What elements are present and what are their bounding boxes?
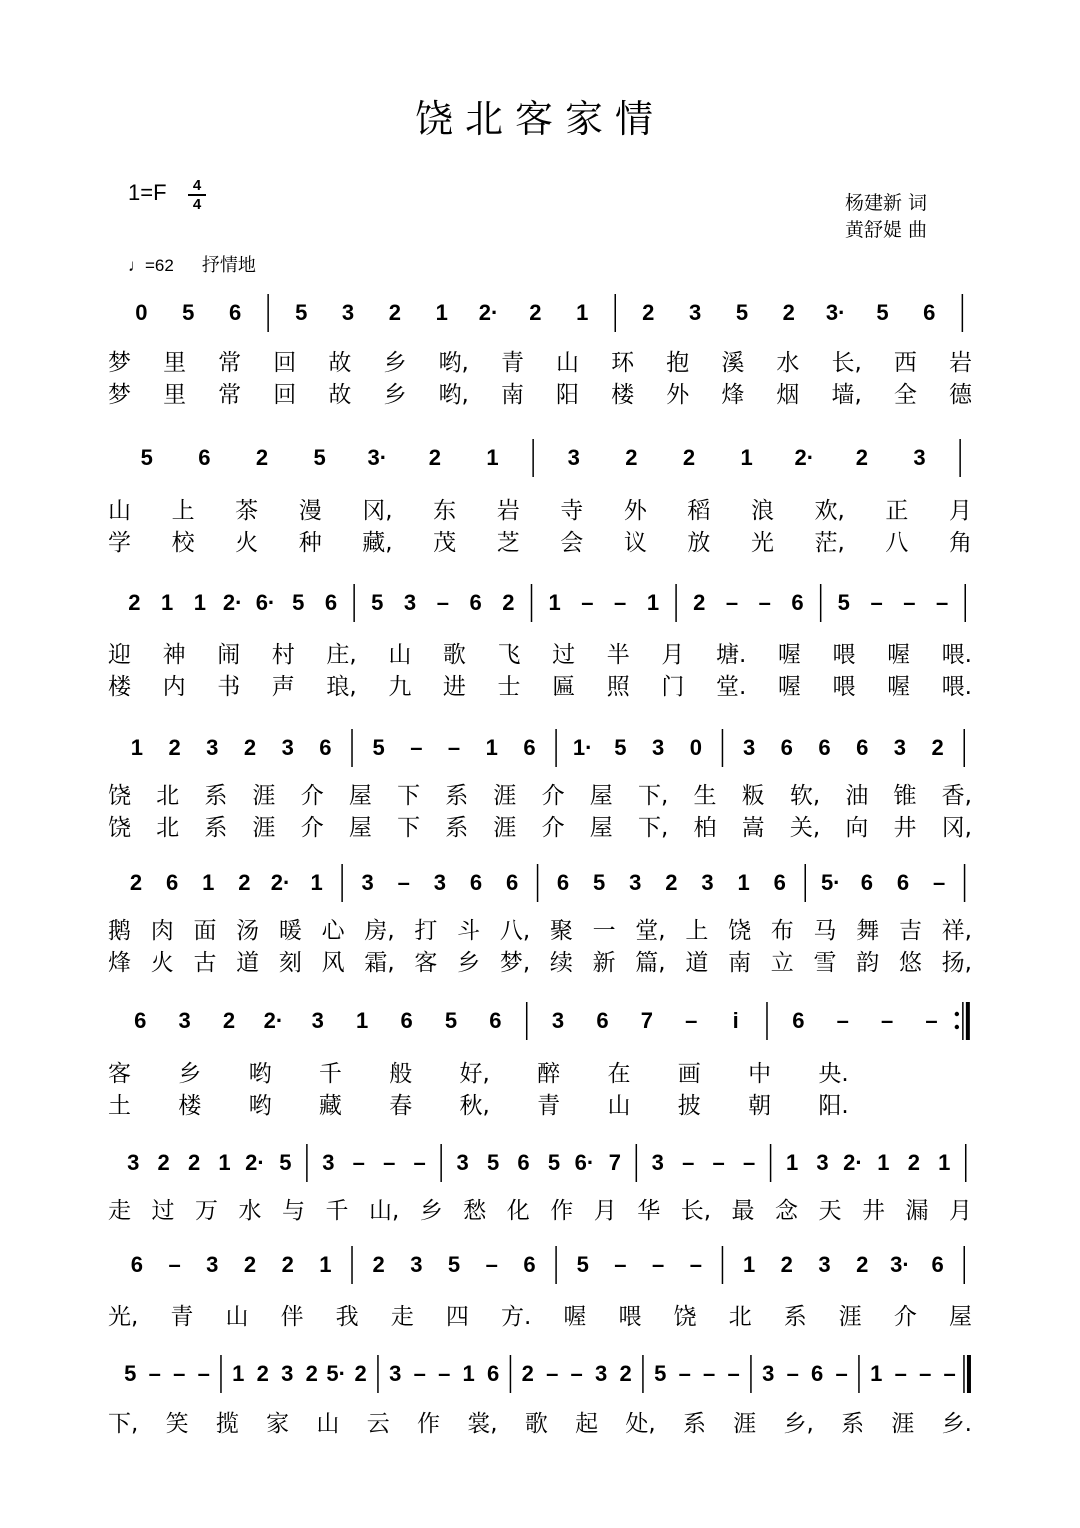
note: 2 xyxy=(388,300,401,325)
dash-extension: – xyxy=(870,590,883,615)
note: 6 xyxy=(780,735,793,760)
notation-line xyxy=(0,437,1080,483)
dash-extension: – xyxy=(742,1150,756,1175)
note: 5 xyxy=(372,735,385,760)
dash-extension: – xyxy=(894,1361,907,1386)
dash-extension: – xyxy=(786,1361,799,1386)
note: 6 xyxy=(319,735,332,760)
note: 3 xyxy=(389,1361,402,1386)
note: 3 xyxy=(689,300,702,325)
notation-line xyxy=(0,582,1080,628)
dash-extension: – xyxy=(413,1361,426,1386)
dash-extension: – xyxy=(168,1252,181,1277)
dash-extension: – xyxy=(919,1361,932,1386)
note: 1 xyxy=(576,300,589,325)
note: 2 xyxy=(907,1150,920,1175)
note: 1 xyxy=(548,590,561,615)
note: 1 xyxy=(435,300,448,325)
note: 2· xyxy=(245,1150,265,1175)
note: 2 xyxy=(619,1361,632,1386)
staff-system xyxy=(0,1244,1080,1290)
note: 2 xyxy=(782,300,795,325)
note: 1 xyxy=(737,870,750,895)
note: 1 xyxy=(462,1361,475,1386)
lyric-line: 烽 火 古 道 刻 风 霜, 客 乡 梦, 续 新 篇, 道 南 立 雪 韵 悠 扬, xyxy=(108,950,972,976)
time-signature-top: 4 xyxy=(192,177,202,194)
note: 6 xyxy=(923,300,936,325)
note: 2· xyxy=(222,590,243,615)
note: 1 xyxy=(319,1252,332,1277)
note: 1· xyxy=(572,735,593,760)
dash-extension: – xyxy=(546,1361,559,1386)
note: 2 xyxy=(780,1252,793,1277)
lyric-line: 走 过 万 水 与 千 山, 乡 愁 化 作 月 华 长, 最 念 天 井 漏 月 xyxy=(108,1198,972,1224)
note: 3 xyxy=(818,1252,831,1277)
note: 5 xyxy=(735,300,749,325)
note: 3· xyxy=(367,445,388,470)
staff-system xyxy=(0,292,1080,338)
note: 2 xyxy=(243,1252,257,1277)
note: 3 xyxy=(178,1008,191,1033)
notation-line xyxy=(0,292,1080,338)
note: 3 xyxy=(433,870,446,895)
lyric-line: 光, 青 山 伴 我 走 四 方. 喔 喂 饶 北 系 涯 介 屋 xyxy=(108,1304,972,1330)
note: 1 xyxy=(877,1150,890,1175)
note: 3 xyxy=(762,1361,775,1386)
note: 6 xyxy=(856,735,869,760)
note: 7 xyxy=(640,1008,653,1033)
note: 1 xyxy=(485,735,498,760)
song-title: 饶北客家情 xyxy=(414,97,665,141)
lyricist-credit: 杨建新 词 xyxy=(845,192,928,214)
expression-marking: 抒情地 xyxy=(201,255,256,276)
note: 6 xyxy=(166,870,179,895)
lyric-line: 饶 北 系 涯 介 屋 下 系 涯 介 屋 下, 柏 嵩 关, 向 井 冈, xyxy=(108,815,972,841)
note: 5 xyxy=(576,1252,589,1277)
note: 3 xyxy=(551,1008,565,1033)
note: 3 xyxy=(206,735,219,760)
note: 6 xyxy=(818,735,831,760)
staff-system xyxy=(0,582,1080,628)
note: 2 xyxy=(128,590,141,615)
note: 6 xyxy=(134,1008,147,1033)
dash-extension: – xyxy=(703,1361,716,1386)
staff-system xyxy=(0,727,1080,773)
notation-line xyxy=(0,727,1080,773)
note: 2 xyxy=(931,735,944,760)
note: 3 xyxy=(281,1361,294,1386)
lyric-line: 下, 笑 揽 家 山 云 作 裳, 歌 起 处, 系 涯 乡, 系 涯 乡. xyxy=(108,1411,972,1437)
tempo-value: ♩=62 xyxy=(128,256,174,275)
lyric-line: 土 楼 哟 藏 春 秋, 青 山 披 朝 阳. xyxy=(108,1093,849,1119)
note: 5 xyxy=(654,1361,667,1386)
dash-extension: – xyxy=(581,590,594,615)
lyric-line: 学 校 火 种 藏, 茂 芝 会 议 放 光 茫, 八 角 xyxy=(108,530,972,556)
composer-credit: 黄舒媞 曲 xyxy=(845,219,928,241)
time-signature-bottom: 4 xyxy=(192,196,202,213)
note: 6 xyxy=(487,1361,500,1386)
dash-extension: – xyxy=(485,1252,498,1277)
note: 6 xyxy=(198,445,211,470)
dash-extension: – xyxy=(685,1008,698,1033)
note: 3 xyxy=(341,300,355,325)
note: 6 xyxy=(523,1252,536,1277)
note: 5 xyxy=(486,1150,500,1175)
note: 2 xyxy=(129,870,143,895)
note: 6 xyxy=(596,1008,609,1033)
note: 3 xyxy=(742,735,756,760)
note: 3 xyxy=(456,1150,469,1175)
lyric-line: 客 乡 哟 千 般 好, 醉 在 画 中 央. xyxy=(108,1061,849,1087)
note: i xyxy=(732,1008,739,1033)
note: 1 xyxy=(202,870,215,895)
note: 2 xyxy=(281,1252,294,1277)
note: 5 xyxy=(140,445,153,470)
dash-extension: – xyxy=(438,1361,451,1386)
note: 2 xyxy=(855,445,868,470)
dash-extension: – xyxy=(678,1361,691,1386)
note: 3 xyxy=(893,735,907,760)
note: 5 xyxy=(124,1361,137,1386)
note: 3 xyxy=(567,445,580,470)
note: 1 xyxy=(740,445,753,470)
note: 2 xyxy=(856,1252,869,1277)
note: 7 xyxy=(608,1150,621,1175)
note: 1 xyxy=(870,1361,883,1386)
note: 6 xyxy=(505,870,519,895)
note: 6 xyxy=(931,1252,944,1277)
note: 5 xyxy=(447,1252,461,1277)
note: 1 xyxy=(356,1008,369,1033)
note: 1 xyxy=(130,735,143,760)
dash-extension: – xyxy=(682,1150,695,1175)
note: 6 xyxy=(811,1361,824,1386)
dash-extension: – xyxy=(689,1252,702,1277)
note: 6 xyxy=(469,590,482,615)
note: 3 xyxy=(322,1150,335,1175)
lyric-line: 鹅 肉 面 汤 暖 心 房, 打 斗 八, 聚 一 堂, 上 饶 布 马 舞 吉 祥, xyxy=(108,918,972,944)
note: 3 xyxy=(913,445,926,470)
note: 1 xyxy=(310,870,323,895)
note: 2 xyxy=(305,1361,318,1386)
note: 2 xyxy=(502,590,515,615)
dash-extension: – xyxy=(725,590,739,615)
dash-extension: – xyxy=(925,1008,938,1033)
staff-system xyxy=(0,437,1080,483)
dash-extension: – xyxy=(903,590,916,615)
key-signature: 1=F xyxy=(128,180,167,205)
dash-extension: – xyxy=(932,870,946,895)
note: 2 xyxy=(354,1361,367,1386)
dash-extension: – xyxy=(148,1361,161,1386)
note: 3 xyxy=(127,1150,140,1175)
note: 3 xyxy=(701,870,714,895)
note: 5 xyxy=(371,590,384,615)
note: 3 xyxy=(410,1252,423,1277)
dash-extension: – xyxy=(197,1361,210,1386)
notation-line xyxy=(0,1244,1080,1290)
dash-extension: – xyxy=(880,1008,894,1033)
note: 5 xyxy=(313,445,326,470)
dash-extension: – xyxy=(727,1361,740,1386)
note: 5 xyxy=(182,300,195,325)
note: 6 xyxy=(130,1252,143,1277)
note: 2 xyxy=(168,735,181,760)
note: 2 xyxy=(187,1150,201,1175)
dash-extension: – xyxy=(173,1361,186,1386)
note: 3 xyxy=(652,735,665,760)
note: 6 xyxy=(792,1008,805,1033)
dash-extension: – xyxy=(447,735,461,760)
note: 3 xyxy=(281,735,294,760)
notation-line xyxy=(0,1000,1080,1046)
note: 5 xyxy=(876,300,889,325)
note: 2· xyxy=(843,1150,863,1175)
note: 6 xyxy=(469,870,483,895)
note: 2· xyxy=(263,1008,284,1033)
note: 6 xyxy=(489,1008,502,1033)
staff-system xyxy=(0,1353,1080,1399)
dash-extension: – xyxy=(352,1150,365,1175)
repeat-barline xyxy=(955,1002,968,1040)
note: 6 xyxy=(556,870,570,895)
note: 5 xyxy=(292,590,305,615)
note: 6 xyxy=(791,590,804,615)
note: 2 xyxy=(372,1252,385,1277)
note: 6 xyxy=(228,300,242,325)
note: 2· xyxy=(794,445,815,470)
dash-extension: – xyxy=(712,1150,725,1175)
note: 1 xyxy=(646,590,660,615)
note: 3 xyxy=(206,1252,219,1277)
tempo-marking xyxy=(128,251,256,277)
note: 6 xyxy=(324,590,338,615)
note: 2 xyxy=(693,590,706,615)
note: 6 xyxy=(400,1008,413,1033)
note: 1 xyxy=(193,590,207,615)
dash-extension: – xyxy=(614,1252,627,1277)
note: 2 xyxy=(256,1361,269,1386)
dash-extension: – xyxy=(413,1150,426,1175)
staff-system xyxy=(0,1142,1080,1188)
dash-extension: – xyxy=(935,590,949,615)
note: 3 xyxy=(816,1150,829,1175)
staff-system xyxy=(0,862,1080,908)
note: 2 xyxy=(222,1008,236,1033)
notation-line xyxy=(0,862,1080,908)
lyric-line: 山 上 茶 漫 冈, 东 岩 寺 外 稻 浪 欢, 正 月 xyxy=(108,498,972,524)
lyric-line: 梦 里 常 回 故 乡 哟, 青 山 环 抱 溪 水 长, 西 岩 xyxy=(108,350,972,376)
note: 6 xyxy=(860,870,873,895)
note: 5· xyxy=(326,1361,346,1386)
note: 6 xyxy=(523,735,536,760)
note: 3· xyxy=(825,300,846,325)
note: 0 xyxy=(689,735,702,760)
note: 1 xyxy=(785,1150,799,1175)
note: 1 xyxy=(232,1361,245,1386)
note: 5 xyxy=(295,300,308,325)
note: 1 xyxy=(218,1150,231,1175)
note: 3 xyxy=(311,1008,324,1033)
note: 2 xyxy=(642,300,655,325)
note: 2 xyxy=(529,300,542,325)
note: 3 xyxy=(403,590,417,615)
dash-extension: – xyxy=(614,590,627,615)
note: 3 xyxy=(651,1150,664,1175)
note: 5 xyxy=(837,590,850,615)
lyric-line: 饶 北 系 涯 介 屋 下 系 涯 介 屋 下, 生 粄 软, 油 锥 香, xyxy=(108,783,972,809)
note: 5· xyxy=(820,870,841,895)
dash-extension: – xyxy=(836,1008,849,1033)
note: 2 xyxy=(255,445,269,470)
note: 6 xyxy=(773,870,786,895)
note: 2 xyxy=(521,1361,534,1386)
dash-extension: – xyxy=(943,1361,956,1386)
note: 3 xyxy=(629,870,642,895)
note: 1 xyxy=(161,590,174,615)
final-barline xyxy=(964,1355,969,1393)
note: 1 xyxy=(742,1252,756,1277)
note: 5 xyxy=(444,1008,458,1033)
note: 6· xyxy=(255,590,276,615)
dash-extension: – xyxy=(570,1361,583,1386)
note: 2 xyxy=(243,735,257,760)
note: 2 xyxy=(428,445,441,470)
dash-extension: – xyxy=(397,870,410,895)
note: 3 xyxy=(595,1361,608,1386)
note: 5 xyxy=(593,870,606,895)
note: 2 xyxy=(157,1150,170,1175)
note: 6 xyxy=(896,870,910,895)
note: 6· xyxy=(574,1150,595,1175)
lyric-line: 楼 内 书 声 琅, 九 进 士 匾 照 门 堂. 喔 喂 喔 喂. xyxy=(108,674,972,700)
note: 2· xyxy=(270,870,291,895)
note: 6 xyxy=(517,1150,530,1175)
lyric-line: 梦 里 常 回 故 乡 哟, 南 阳 楼 外 烽 烟 墙, 全 德 xyxy=(108,382,972,408)
note: 2 xyxy=(665,870,678,895)
dash-extension: – xyxy=(410,735,423,760)
note: 2 xyxy=(682,445,696,470)
note: 3· xyxy=(890,1252,910,1277)
dash-extension: – xyxy=(383,1150,396,1175)
note: 0 xyxy=(135,300,148,325)
dash-extension: – xyxy=(758,590,771,615)
note: 5 xyxy=(614,735,627,760)
note: 5 xyxy=(279,1150,292,1175)
note: 3 xyxy=(361,870,374,895)
time-signature xyxy=(186,178,208,212)
notation-line xyxy=(0,1353,1080,1399)
note: 1 xyxy=(938,1150,951,1175)
lyric-line: 迎 神 闹 村 庄, 山 歌 飞 过 半 月 塘. 喔 喂 喔 喂. xyxy=(108,642,972,668)
dash-extension: – xyxy=(835,1361,848,1386)
note: 1 xyxy=(486,445,499,470)
dash-extension: – xyxy=(436,590,449,615)
note: 2 xyxy=(625,445,638,470)
staff-system xyxy=(0,1000,1080,1046)
dash-extension: – xyxy=(652,1252,665,1277)
note: 2 xyxy=(238,870,251,895)
note: 2· xyxy=(478,300,499,325)
notation-line xyxy=(0,1142,1080,1188)
note: 5 xyxy=(547,1150,561,1175)
